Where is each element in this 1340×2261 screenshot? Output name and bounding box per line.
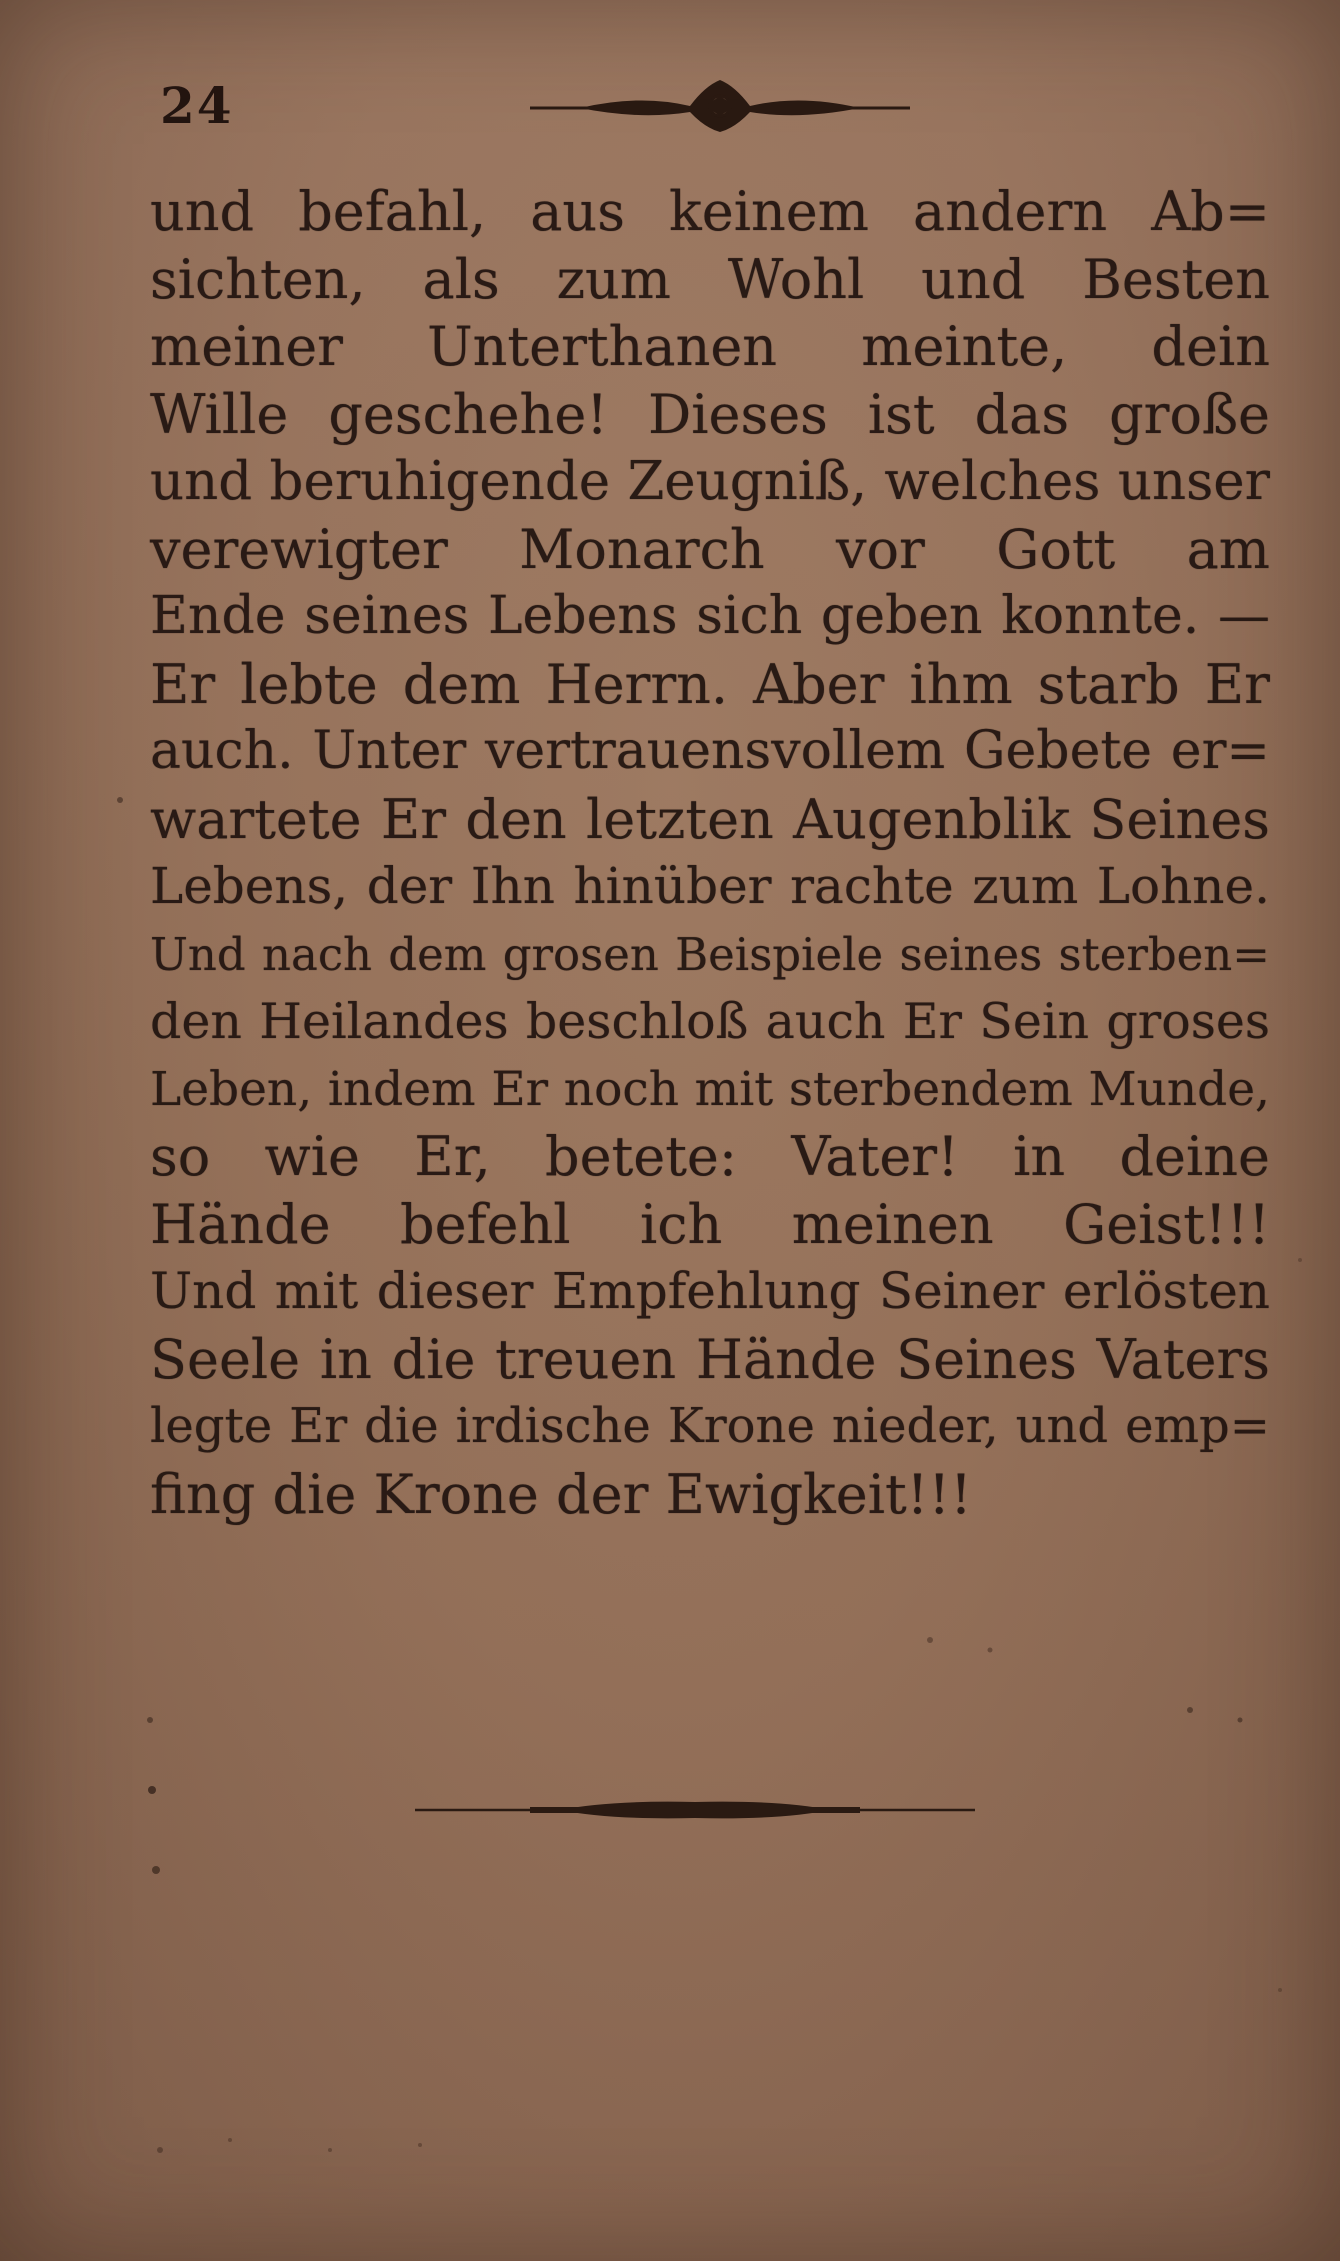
text-line: Und nach dem grosen Beispiele seines sterben= (150, 927, 1270, 981)
header-ornament-icon (520, 76, 920, 136)
footer-rule-icon (410, 1790, 980, 1830)
text-line: Wille geschehe! Dieses ist das große (150, 382, 1270, 446)
text-line: meiner Unterthanen meinte, dein (150, 315, 1270, 378)
page-number: 24 (160, 76, 234, 135)
text-line: fing die Krone der Ewigkeit!!! (150, 1462, 972, 1526)
page-header (0, 62, 1340, 152)
text-line: und beruhigende Zeugniß, welches unser (150, 451, 1270, 512)
text-line: Leben, indem Er noch mit sterbendem Munde, (150, 1061, 1270, 1117)
text-line: legte Er die irdische Krone nieder, und emp= (150, 1398, 1270, 1454)
text-line: sichten, als zum Wohl und Besten (150, 247, 1270, 311)
text-line: den Heilandes beschloß auch Er Sein groses (150, 993, 1270, 1050)
text-line: verewigter Monarch vor Gott am (150, 517, 1270, 581)
page-body-text (150, 178, 1270, 1528)
text-line: Ende seines Lebens sich geben konnte. — (150, 586, 1270, 646)
text-line: Seele in die treuen Hände Seines Vaters (150, 1327, 1270, 1391)
text-line: Lebens, der Ihn hinüber rachte zum Lohne. (150, 857, 1270, 915)
text-line: auch. Unter vertrauensvollem Gebete er= (150, 721, 1270, 781)
text-line: wartete Er den letzten Augenblik Seines (150, 787, 1270, 851)
text-line: und befahl, aus keinem andern Ab= (150, 180, 1270, 243)
text-line: Und mit dieser Empfehlung Seiner erlösten (150, 1262, 1270, 1320)
text-line: Hände befehl ich meinen Geist!!! (150, 1192, 1270, 1256)
text-line: Er lebte dem Herrn. Aber ihm starb Er (150, 652, 1270, 716)
text-line: so wie Er, betete: Vater! in deine (150, 1125, 1270, 1188)
